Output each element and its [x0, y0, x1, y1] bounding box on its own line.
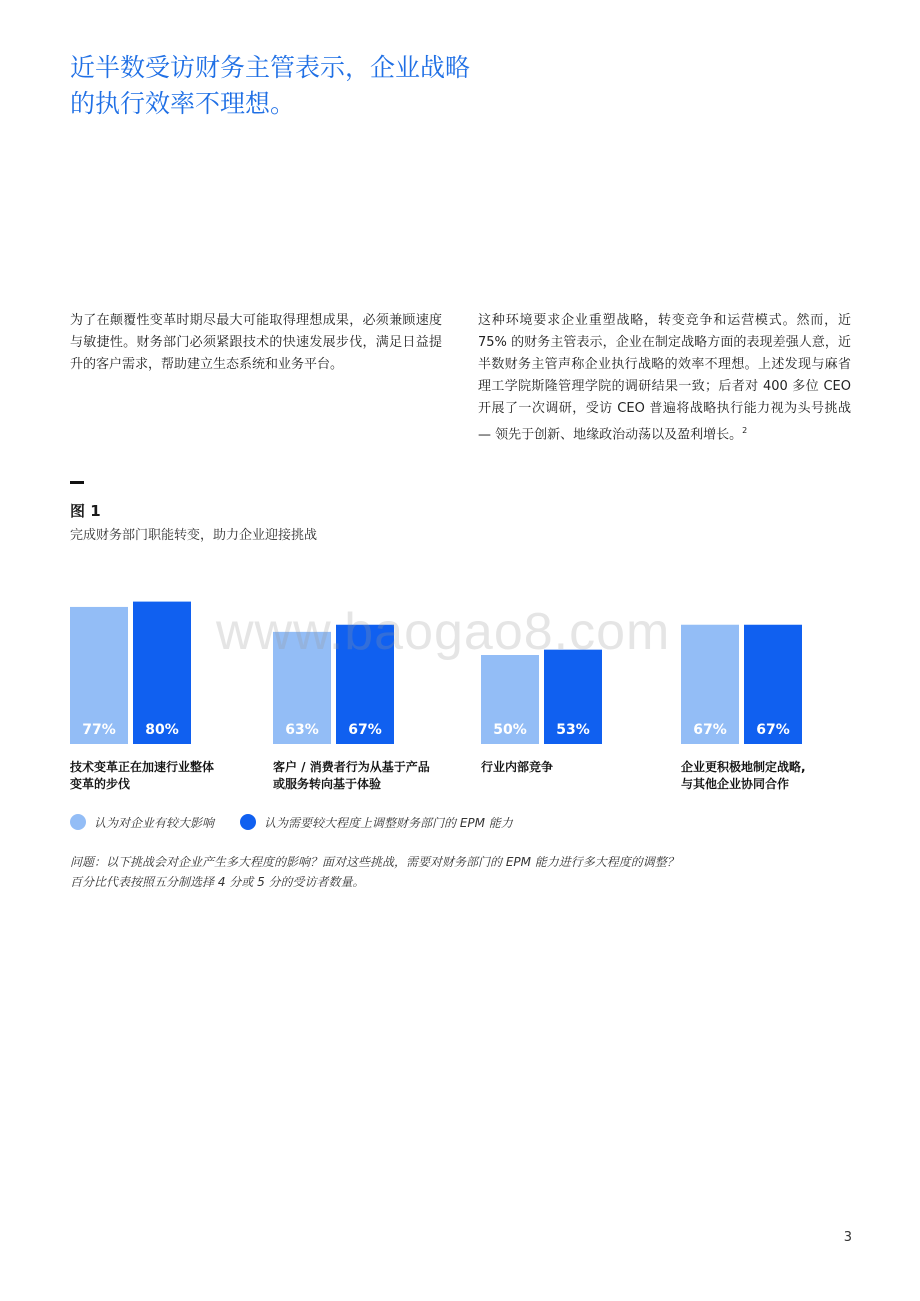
data-label-3-series-0: 67%: [693, 722, 727, 738]
body-text-right-content: 这种环境要求企业重塑战略，转变竞争和运营模式。然而，近 75% 的财务主管表示，企业在制定战略方面的表现差强人意，近半数财务主管声称企业执行战略的效率不理想。上述发现与麻省理工学院斯隆管理学院的调研结果一致；后者对 400 多位 CEO 开展了一次调研，受访 CEO 普遍将战略执行能力视为头号挑战 — 领先于创新、地缘政治动荡以及盈利增长。: [478, 313, 851, 443]
legend-item-epm: [240, 812, 513, 832]
bar-chart: [0, 555, 920, 805]
note-line-method: 百分比代表按照五分制选择 4 分或 5 分的受访者数量。: [70, 875, 365, 889]
figure-title: 图 1: [70, 502, 101, 520]
data-label-0-series-1: 80%: [145, 722, 179, 738]
category-label-3-line-0: 企业更积极地制定战略,: [681, 760, 806, 774]
body-text-left: 为了在颠覆性变革时期尽最大可能取得理想成果，必须兼顾速度与敏捷性。财务部门必须紧跟技术的快速发展步伐，满足日益提升的客户需求，帮助建立生态系统和业务平台。: [70, 313, 442, 372]
category-label-0-line-0: 技术变革正在加速行业整体: [70, 760, 215, 774]
data-label-1-series-0: 63%: [285, 722, 319, 738]
page-number: 3: [843, 1230, 852, 1245]
data-label-2-series-1: 53%: [556, 722, 590, 738]
legend-item-impact: [70, 812, 214, 832]
legend-swatch-dark: [240, 814, 256, 830]
note-line-question: 问题：以下挑战会对企业产生多大程度的影响？面对这些挑战，需要对财务部门的 EPM 能力进行多大程度的调整？: [70, 855, 679, 869]
figure-note: [70, 852, 770, 892]
watermark: www.baogao8.com: [216, 603, 671, 661]
legend-label-impact: 认为对企业有较大影响: [94, 815, 215, 830]
legend-label-epm: 认为需要较大程度上调整财务部门的 EPM 能力: [264, 815, 513, 830]
figure-subtitle: 完成财务部门职能转变，助力企业迎接挑战: [70, 528, 318, 543]
footnote-mark: 2: [742, 426, 748, 435]
data-label-2-series-0: 50%: [493, 722, 527, 738]
category-label-0-line-1: 变革的步伐: [70, 777, 131, 791]
section-divider: [70, 481, 84, 484]
category-label-3-line-1: 与其他企业协同合作: [681, 777, 790, 791]
data-label-0-series-0: 77%: [82, 722, 116, 738]
data-label-3-series-1: 67%: [756, 722, 790, 738]
category-label-2-line-0: 行业内部竞争: [481, 760, 554, 774]
legend-swatch-light: [70, 814, 86, 830]
category-label-1-line-1: 或服务转向基于体验: [273, 777, 382, 791]
page-headline: 近半数受访财务主管表示，企业战略的执行效率不理想。: [70, 53, 471, 118]
data-label-1-series-1: 67%: [348, 722, 382, 738]
body-text-right: [478, 310, 851, 446]
category-label-1-line-0: 客户 / 消费者行为从基于产品: [273, 760, 430, 774]
